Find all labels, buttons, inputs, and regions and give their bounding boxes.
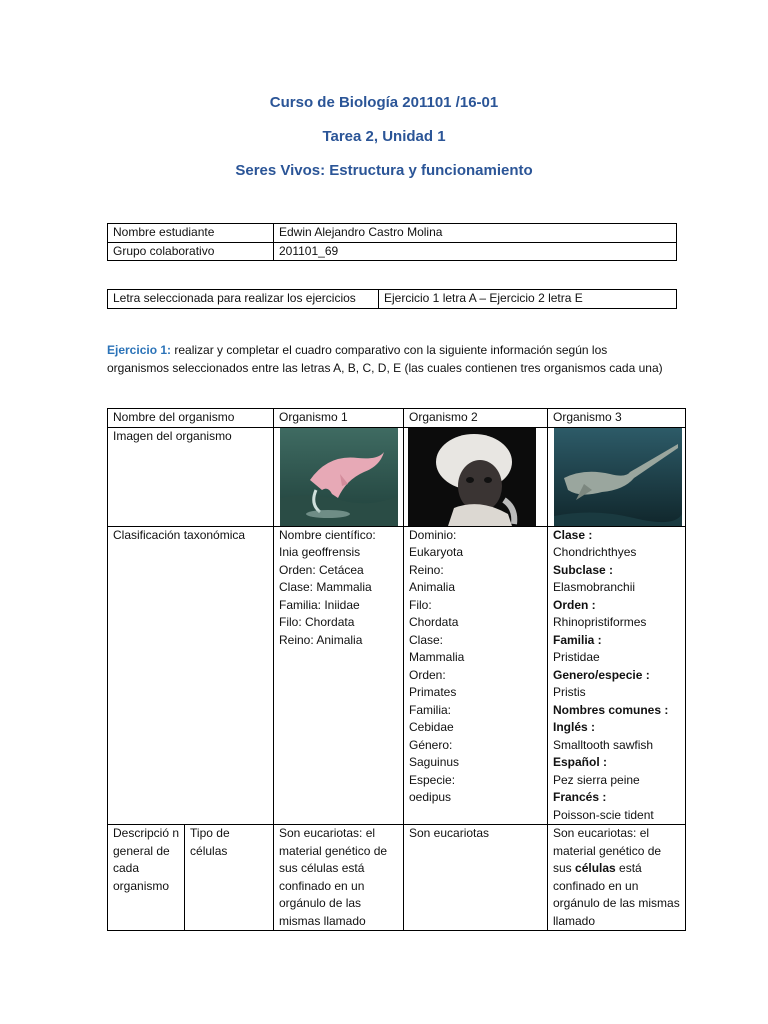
taxonomy-line: Filo: Chordata xyxy=(279,615,355,629)
taxonomy-line: Clase: xyxy=(409,632,444,647)
description-text: Son eucariotas: el material genético de sus xyxy=(553,826,662,875)
taxonomy-line: Familia: Iniidae xyxy=(279,597,360,612)
taxonomy-line: Mammalia xyxy=(409,650,465,664)
course-title: Curso de Biología 201101 /16-01 xyxy=(269,94,499,111)
table-row xyxy=(108,242,677,261)
taxonomy-row xyxy=(108,526,686,825)
group-value: 201101_69 xyxy=(274,242,677,261)
taxonomy-label: Clasificación taxonómica xyxy=(108,526,274,825)
taxonomy-key: Francés : xyxy=(553,790,607,804)
taxonomy-key: Orden : xyxy=(553,597,596,612)
taxonomy-key: Genero/especie : xyxy=(553,667,650,682)
student-name-value: Edwin Alejandro Castro Molina xyxy=(274,224,677,243)
cotton-top-tamarin-photo xyxy=(408,428,536,526)
pink-river-dolphin-photo xyxy=(280,428,398,526)
organism-1-taxonomy xyxy=(274,526,404,825)
taxonomy-value: Poisson-scie tident xyxy=(553,807,654,822)
taxonomy-line: Reino: xyxy=(409,562,444,577)
table-header-row xyxy=(108,409,686,428)
organism-3-image-cell xyxy=(548,427,686,526)
sawfish-photo xyxy=(554,428,682,526)
taxonomy-line: Rhinopristiformes xyxy=(553,615,647,629)
taxonomy-key: Clase : xyxy=(553,527,593,542)
cell-type-label: Tipo de células xyxy=(190,826,230,858)
exercise-text: realizar y completar el cuadro comparativo con la siguiente información según los organismos seleccionados entre las letras A, B, C, D, E (las cuales contienen tres organismos cada una) xyxy=(107,343,663,375)
selected-letter-value: Ejercicio 1 letra A – Ejercicio 2 letra E xyxy=(379,290,677,309)
image-row xyxy=(108,427,686,526)
taxonomy-value: Pristidae xyxy=(553,650,600,664)
taxonomy-line: Primates xyxy=(409,685,457,699)
taxonomy-line: Reino: Animalia xyxy=(279,632,363,647)
image-row-label: Imagen del organismo xyxy=(108,427,274,526)
taxonomy-key: Nombres comunes : xyxy=(553,702,669,717)
header-organism-name: Nombre del organismo xyxy=(108,409,274,428)
taxonomy-line: Saguinus xyxy=(409,755,460,769)
task-title: Tarea 2, Unidad 1 xyxy=(322,128,446,145)
description-row xyxy=(108,825,686,931)
taxonomy-line: Chordata xyxy=(409,615,459,629)
taxonomy-line: Filo: xyxy=(409,597,432,612)
topic-title: Seres Vivos: Estructura y funcionamiento xyxy=(235,162,533,179)
taxonomy-line: Clase: Mammalia xyxy=(279,580,372,594)
organism-1-image-cell xyxy=(274,427,404,526)
taxonomy-line: Nombre científico: xyxy=(279,527,376,542)
taxonomy-key: Español : xyxy=(553,755,608,769)
description-bold: células xyxy=(575,861,616,875)
taxonomy-key: Familia : xyxy=(553,632,602,647)
comparison-table xyxy=(107,408,686,931)
exercise-intro xyxy=(107,341,667,377)
taxonomy-line: Orden: xyxy=(409,667,446,682)
taxonomy-line: Elasmobranchii xyxy=(553,580,636,594)
organism-2-image-cell xyxy=(404,427,548,526)
organism-3-description xyxy=(548,825,686,931)
student-info-table xyxy=(107,223,677,261)
header-organism-2: Organismo 2 xyxy=(404,409,548,428)
taxonomy-line: Pristis xyxy=(553,685,586,699)
general-description-label: Descripció n general de cada organismo xyxy=(108,825,185,930)
taxonomy-value: Pez sierra peine xyxy=(553,772,640,787)
selected-letter-table xyxy=(107,289,677,309)
table-row xyxy=(108,224,677,243)
student-name-label: Nombre estudiante xyxy=(108,224,274,243)
taxonomy-line: Cebidae xyxy=(409,720,454,734)
header-organism-1: Organismo 1 xyxy=(274,409,404,428)
description-label-cell xyxy=(108,825,274,931)
taxonomy-value: Smalltooth sawfish xyxy=(553,737,654,752)
taxonomy-key: Inglés : xyxy=(553,720,596,734)
taxonomy-line: Especie: xyxy=(409,772,456,787)
taxonomy-line: Dominio: xyxy=(409,527,457,542)
taxonomy-line: Género: xyxy=(409,737,453,752)
taxonomy-key: Subclase : xyxy=(553,562,614,577)
selected-letter-label: Letra seleccionada para realizar los ejercicios xyxy=(108,290,379,309)
taxonomy-line: Familia: xyxy=(409,702,452,717)
exercise-lead: Ejercicio 1: xyxy=(107,343,172,357)
taxonomy-line: Chondrichthyes xyxy=(553,545,637,559)
description-text: está confinado en un orgánulo de las mismas llamado xyxy=(553,861,680,928)
taxonomy-line: Animalia xyxy=(409,580,456,594)
taxonomy-line: oedipus xyxy=(409,790,452,804)
taxonomy-line: Orden: Cetácea xyxy=(279,562,364,577)
header-organism-3: Organismo 3 xyxy=(548,409,686,428)
group-label: Grupo colaborativo xyxy=(108,242,274,261)
organism-2-taxonomy xyxy=(404,526,548,825)
taxonomy-line: Eukaryota xyxy=(409,545,464,559)
organism-2-description: Son eucariotas xyxy=(404,825,548,931)
table-row xyxy=(108,290,677,309)
organism-1-description: Son eucariotas: el material genético de sus células está confinado en un orgánulo de las mismas llamado xyxy=(274,825,404,931)
taxonomy-line: Inia geoffrensis xyxy=(279,545,361,559)
organism-3-taxonomy xyxy=(548,526,686,825)
